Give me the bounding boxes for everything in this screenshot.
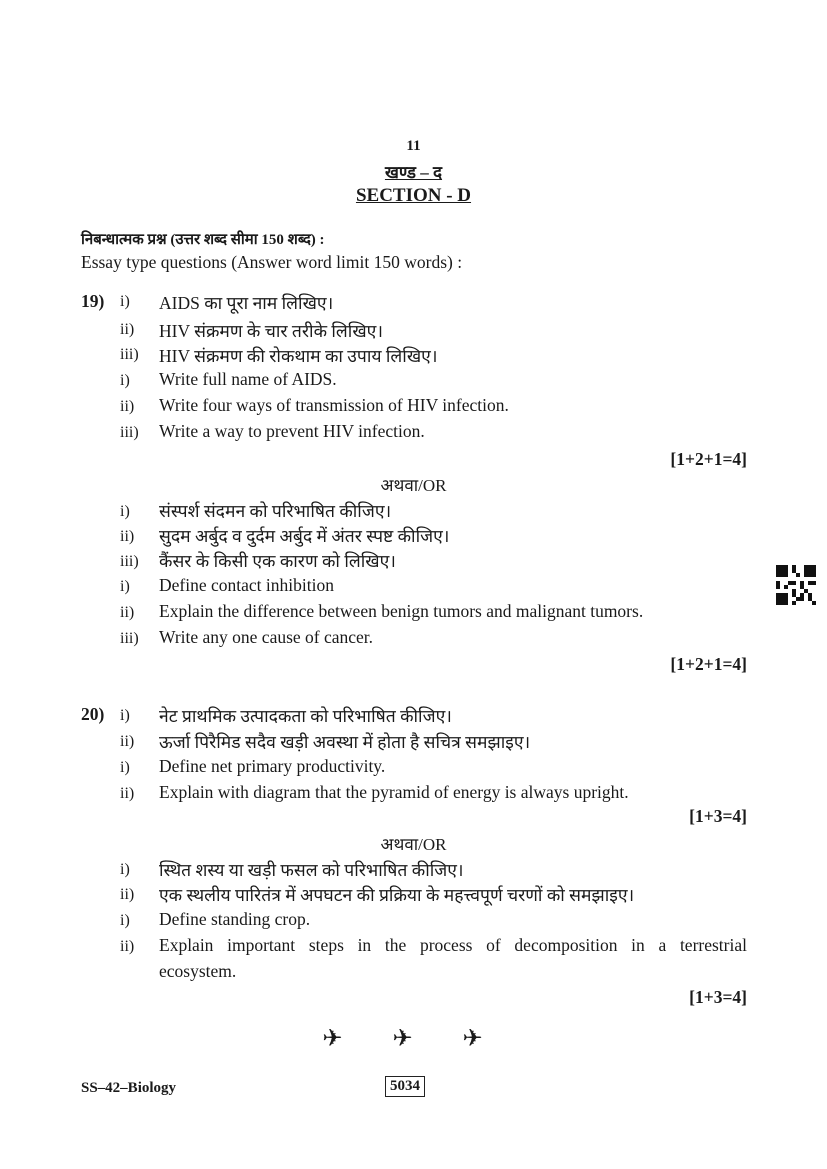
section-title-english: SECTION - D <box>355 185 472 206</box>
instruction-english: Essay type questions (Answer word limit 150 words) : <box>81 252 463 272</box>
footer-page-number: 5034 <box>385 1076 425 1097</box>
page-number: 11 <box>406 138 421 154</box>
footer-code: SS–42–Biology <box>81 1080 177 1096</box>
marks-label: [1+3=4] <box>689 806 747 826</box>
marks-label: [1+2+1=4] <box>670 449 747 469</box>
instruction-hindi: निबन्धात्मक प्रश्न (उत्तर शब्द सीमा 150 शब्द) : <box>81 232 325 248</box>
question-number-20: 20) <box>81 704 105 724</box>
question-number-19: 19) <box>81 291 105 311</box>
airplane-ornament: ✈ ✈ ✈ <box>322 1026 505 1052</box>
marks-label: [1+3=4] <box>689 987 747 1007</box>
marks-label: [1+2+1=4] <box>670 654 747 674</box>
or-separator: अथवा/OR <box>380 476 447 495</box>
or-separator: अथवा/OR <box>380 835 447 854</box>
section-title-hindi: खण्ड – द <box>384 163 443 182</box>
qr-code-icon <box>776 565 816 605</box>
